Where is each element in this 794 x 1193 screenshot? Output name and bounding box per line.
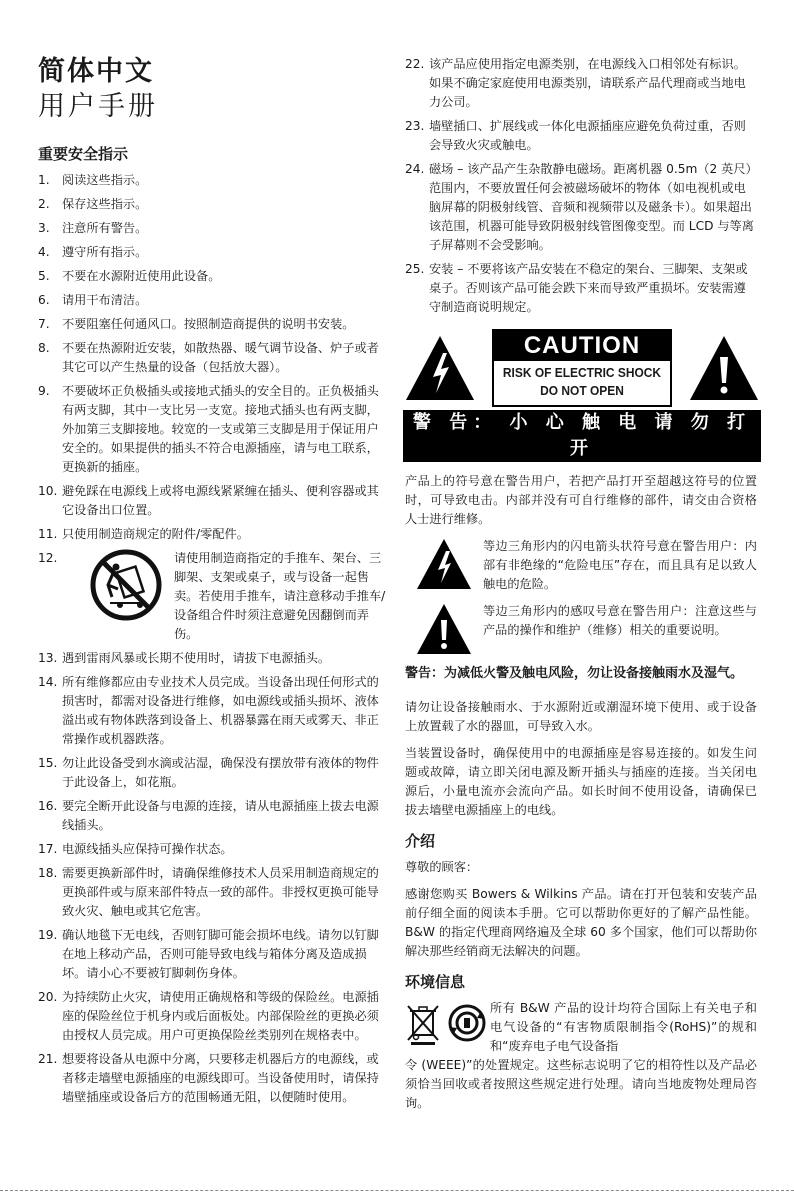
list-item: 21. 想要将设备从电源中分离，只要移走机器后方的电源线，或者移走墙壁电源插座的电源线即可。当设备使用时，请保持墙壁插座或设备后方的范围畅通无阻，以便随时使用。 <box>38 1052 379 1104</box>
env-text-b: 令 (WEEE)”的处置规定。这些标志说明了它的相符性以及产品必须恰当回收或者按照这些规定进行处理。请向当地废物处理局咨询。 <box>405 1058 757 1110</box>
list-item: 13. 遇到雷雨风暴或长期不使用时，请拔下电源插头。 <box>38 651 331 665</box>
list-item: 24. 磁场 – 该产品产生杂散静电磁场。距离机器 0.5m（2 英尺）范围内，不要放置任何会被磁场破坏的物体（如电视机或电脑屏幕的阴极射线管、音频和视频带以及磁条卡）。如果超出该范围，机器可能导致阴极射线管图像变型。而 LCD 与等离子屏幕则不会受影响。 <box>405 162 754 252</box>
warning-statement: 警告：为减低火警及触电风险，勿让设备接触雨水及湿气。 <box>405 666 744 681</box>
exclamation-warning-icon <box>687 333 761 403</box>
list-item: 22. 该产品应使用指定电源类别，在电源线入口相邻处有标识。如果不确定家庭使用电源类别，请联系产品代理商或当地电力公司。 <box>405 57 746 109</box>
rohs-recycle-icon <box>447 1003 487 1043</box>
caution-center <box>492 329 672 407</box>
list-item: 20. 为持续防止火灾，请使用正确规格和等级的保险丝。电源插座的保险丝位于机身内或后面板处。内部保险丝的更换必须由授权人员完成。用户可更换保险丝类别列在规格表中。 <box>38 990 379 1042</box>
caution-paragraph: 产品上的符号意在警告用户，若把产品打开至超越这符号的位置时，可导致电击。内部并没有可自行维修的部件，请交由合资格人士进行维修。 <box>405 474 757 526</box>
lightning-text: 等边三角形内的闪电箭头状符号意在警告用户：内部有非绝缘的“危险电压”存在，而且具有足以致人触电的危险。 <box>483 539 757 591</box>
intro-text: 感谢您购买 Bowers & Wilkins 产品。请在打开包装和安装产品前仔细全面的阅读本手册。它可以帮助你更好的了解产品性能。B&W 的指定代理商网络遍及全球 60 多个国家，他们可以帮助你解决那些经销商无法解决的问题。 <box>405 887 757 958</box>
list-item: 1. 阅读这些指示。 <box>38 173 148 187</box>
list-item: 9. 不要破坏正负极插头或接地式插头的安全目的。正负极插头有两支脚，其中一支比另一支宽。接地式插头也有两支脚，外加第三支脚接地。较宽的一支或第三支脚是用于保证用户安全的。如果提供的插头不符合电源插座，请与电工联系，更换新的插座。 <box>38 384 379 474</box>
page-bottom-rule <box>0 1190 794 1191</box>
list-item: 14. 所有维修都应由专业技术人员完成。当设备出现任何形式的损害时，都需对设备进行维修，如电源线或插头损坏、液体溢出或有物体跌落到设备上、机器暴露在雨天或雾天、非正常操作或机器跌落。 <box>38 675 379 746</box>
left-column <box>38 55 390 1112</box>
list-item: 3. 注意所有警告。 <box>38 221 148 235</box>
water-paragraph: 请勿让设备接触雨水、于水源附近或潮湿环境下使用、或于设备上放置载了水的器皿，可导致入水。 <box>405 700 757 733</box>
list-item: 15. 勿让此设备受到水滴或沾湿，确保没有摆放带有液体的物件于此设备上，如花瓶。 <box>38 756 379 789</box>
list-item: 23. 墙壁插口、扩展线或一体化电源插座应避免负荷过重，否则会导致火灾或触电。 <box>405 119 746 152</box>
manual-title: 用户手册 <box>38 91 158 122</box>
cart-text: 请使用制造商指定的手推车、架台、三脚架、支架或桌子，或与设备一起售卖。若使用手推车，请注意移动手推车/设备组合件时须注意避免因翻倒而弄伤。 <box>174 551 386 641</box>
exclamation-text: 等边三角形内的感叹号意在警告用户：注意这些与产品的操作和维护（维修）相关的重要说明。 <box>483 604 757 637</box>
list-item-cart: 12. 请使用制造商指定的手推车、架台、三脚架、支架或桌子，或与设备一起售卖。若使用手推车，请注意移动手推车/设备组合件时须注意避免因翻倒而弄伤。 <box>38 549 390 644</box>
list-item: 10. 避免踩在电源线上或将电源线紧紧缠在插头、便利容器或其它设备出口位置。 <box>38 484 379 517</box>
list-item: 11. 只使用制造商规定的附件/零配件。 <box>38 527 249 541</box>
list-item: 25. 安装 – 不要将该产品安装在不稳定的架台、三脚架、支架或桌子。否则该产品可能会跌下来而导致严重损坏。安装需遵守制造商说明规定。 <box>405 262 748 314</box>
list-item: 5. 不要在水源附近使用此设备。 <box>38 269 221 283</box>
list-item: 4. 遵守所有指示。 <box>38 245 148 259</box>
env-row <box>405 999 757 1056</box>
caution-strip: 警 告： 小 心 触 电 请 勿 打 开 <box>403 410 761 462</box>
list-item: 17. 电源线插头应保持可操作状态。 <box>38 842 233 856</box>
power-paragraph: 当装置设备时，确保使用中的电源插座是容易连接的。如发生问题或故障，请立即关闭电源及断开插头与插座的连接。当关闭电源后，小量电流亦会流向产品。如长时间不使用设备，请确保已拔去墙壁电源插座上的电线。 <box>405 746 757 817</box>
lightning-triangle-icon <box>415 537 473 591</box>
caution-risk-line1: RISK OF ELECTRIC SHOCK <box>502 365 662 380</box>
weee-bin-icon <box>405 1003 441 1045</box>
caution-label <box>403 329 761 462</box>
right-column <box>405 55 757 1121</box>
env-heading: 环境信息 <box>405 973 466 991</box>
lightning-warning-icon <box>403 333 477 403</box>
lightning-explanation <box>405 537 757 594</box>
caution-risk-line2: DO NOT OPEN <box>540 383 624 398</box>
list-item: 18. 需要更换新部件时，请确保维修技术人员采用制造商规定的更换部件或与原来部件特点一致的部件。非授权更换可能导致火灾、触电或其它危害。 <box>38 866 379 918</box>
language-title: 简体中文 <box>38 56 154 87</box>
exclamation-triangle-icon <box>415 602 473 656</box>
safety-list-continued <box>38 649 390 1107</box>
list-item: 8. 不要在热源附近安装，如散热器、暖气调节设备、炉子或者其它可以产生热量的设备（包括放大器）。 <box>38 341 379 374</box>
safety-list <box>38 171 390 544</box>
exclamation-explanation <box>405 602 757 656</box>
list-item: 2. 保存这些指示。 <box>38 197 148 211</box>
list-item: 19. 确认地毯下无电线，否则钉脚可能会损坏电线。请勿以钉脚在地上移动产品，否则可能导致电线与箱体分离及造成损坏。请小心不要被钉脚刺伤身体。 <box>38 928 379 980</box>
caution-word: CAUTION <box>494 331 670 361</box>
list-item: 16. 要完全断开此设备与电源的连接，请从电源插座上拔去电源线插头。 <box>38 799 379 832</box>
safety-heading: 重要安全指示 <box>38 145 129 163</box>
intro-greeting: 尊敬的顾客： <box>405 860 479 874</box>
env-text-a: 所有 B&W 产品的设计均符合国际上有关电子和电气设备的“有害物质限制指令(RoHS)”的规和和“废弃电子电气设备指 <box>490 1001 757 1053</box>
cart-tipover-icon <box>90 549 162 621</box>
caution-banner <box>403 329 761 407</box>
safety-list-right <box>405 55 757 317</box>
list-item: 6. 请用干布清洁。 <box>38 293 148 307</box>
list-item: 7. 不要阻塞任何通风口。按照制造商提供的说明书安装。 <box>38 317 355 331</box>
intro-heading: 介绍 <box>405 832 436 850</box>
